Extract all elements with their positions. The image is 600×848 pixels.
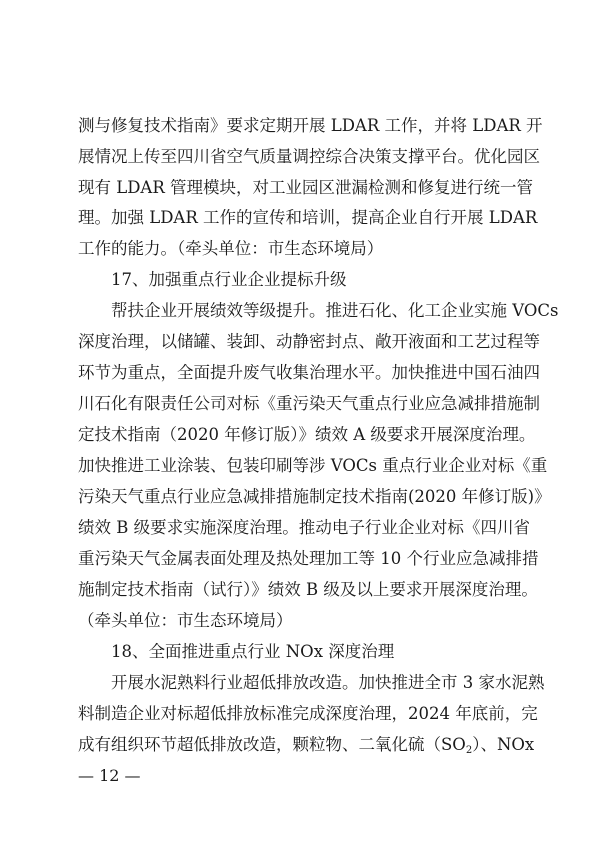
paragraph-line: 帮扶企业开展绩效等级提升。推进石化、化工企业实施 VOCs	[111, 301, 559, 320]
paragraph-line: 测与修复技术指南》要求定期开展 LDAR 工作，并将 LDAR 开	[78, 116, 543, 135]
paragraph-line: 绩效 B 级要求实施深度治理。推动电子行业企业对标《四川省	[78, 518, 530, 537]
paragraph-line: 深度治理，以储罐、装卸、动静密封点、敞开液面和工艺过程等	[78, 332, 540, 351]
paragraph-line: 污染天气重点行业应急减排措施制定技术指南(2020 年修订版)》	[78, 487, 551, 506]
paragraph-line: 理。加强 LDAR 工作的宣传和培训，提高企业自行开展 LDAR	[78, 208, 538, 227]
page-number: — 12 —	[78, 766, 141, 785]
paragraph-line: 定技术指南（2020 年修订版）》绩效 A 级要求开展深度治理。	[78, 425, 536, 444]
section-heading-17: 17、加强重点行业企业提标升级	[111, 270, 347, 289]
paragraph-line: 川石化有限责任公司对标《重污染天气重点行业应急减排措施制	[78, 394, 540, 413]
paragraph-line: 开展水泥熟料行业超低排放改造。加快推进全市 3 家水泥熟	[111, 673, 545, 692]
paragraph-line: 环节为重点，全面提升废气收集治理水平。加快推进中国石油四	[78, 363, 540, 382]
subscript-two: 2	[465, 745, 473, 756]
paragraph-line: 料制造企业对标超低排放标准完成深度治理，2024 年底前，完	[78, 704, 538, 723]
paragraph-line: （牵头单位：市生态环境局）	[78, 611, 293, 630]
paragraph-line: 工作的能力。（牵头单位：市生态环境局）	[78, 239, 384, 258]
paragraph-line: 重污染天气金属表面处理及热处理加工等 10 个行业应急减排措	[78, 549, 539, 568]
paragraph-line: 展情况上传至四川省空气质量调控综合决策支撑平台。优化园区	[78, 147, 540, 166]
paragraph-line: 施制定技术指南（试行）》绩效 B 级及以上要求开展深度治理。	[78, 580, 538, 599]
line-text-prefix: 成有组织环节超低排放改造，颗粒物、二氧化硫（SO	[78, 735, 466, 754]
paragraph-line-with-subscript	[78, 735, 535, 756]
line-text-suffix: ）、NOx	[472, 735, 535, 754]
paragraph-line: 现有 LDAR 管理模块，对工业园区泄漏检测和修复进行统一管	[78, 178, 534, 197]
paragraph-line: 加快推进工业涂装、包装印刷等涉 VOCs 重点行业企业对标《重	[78, 456, 548, 475]
section-heading-18: 18、全面推进重点行业 NOx 深度治理	[111, 642, 395, 661]
